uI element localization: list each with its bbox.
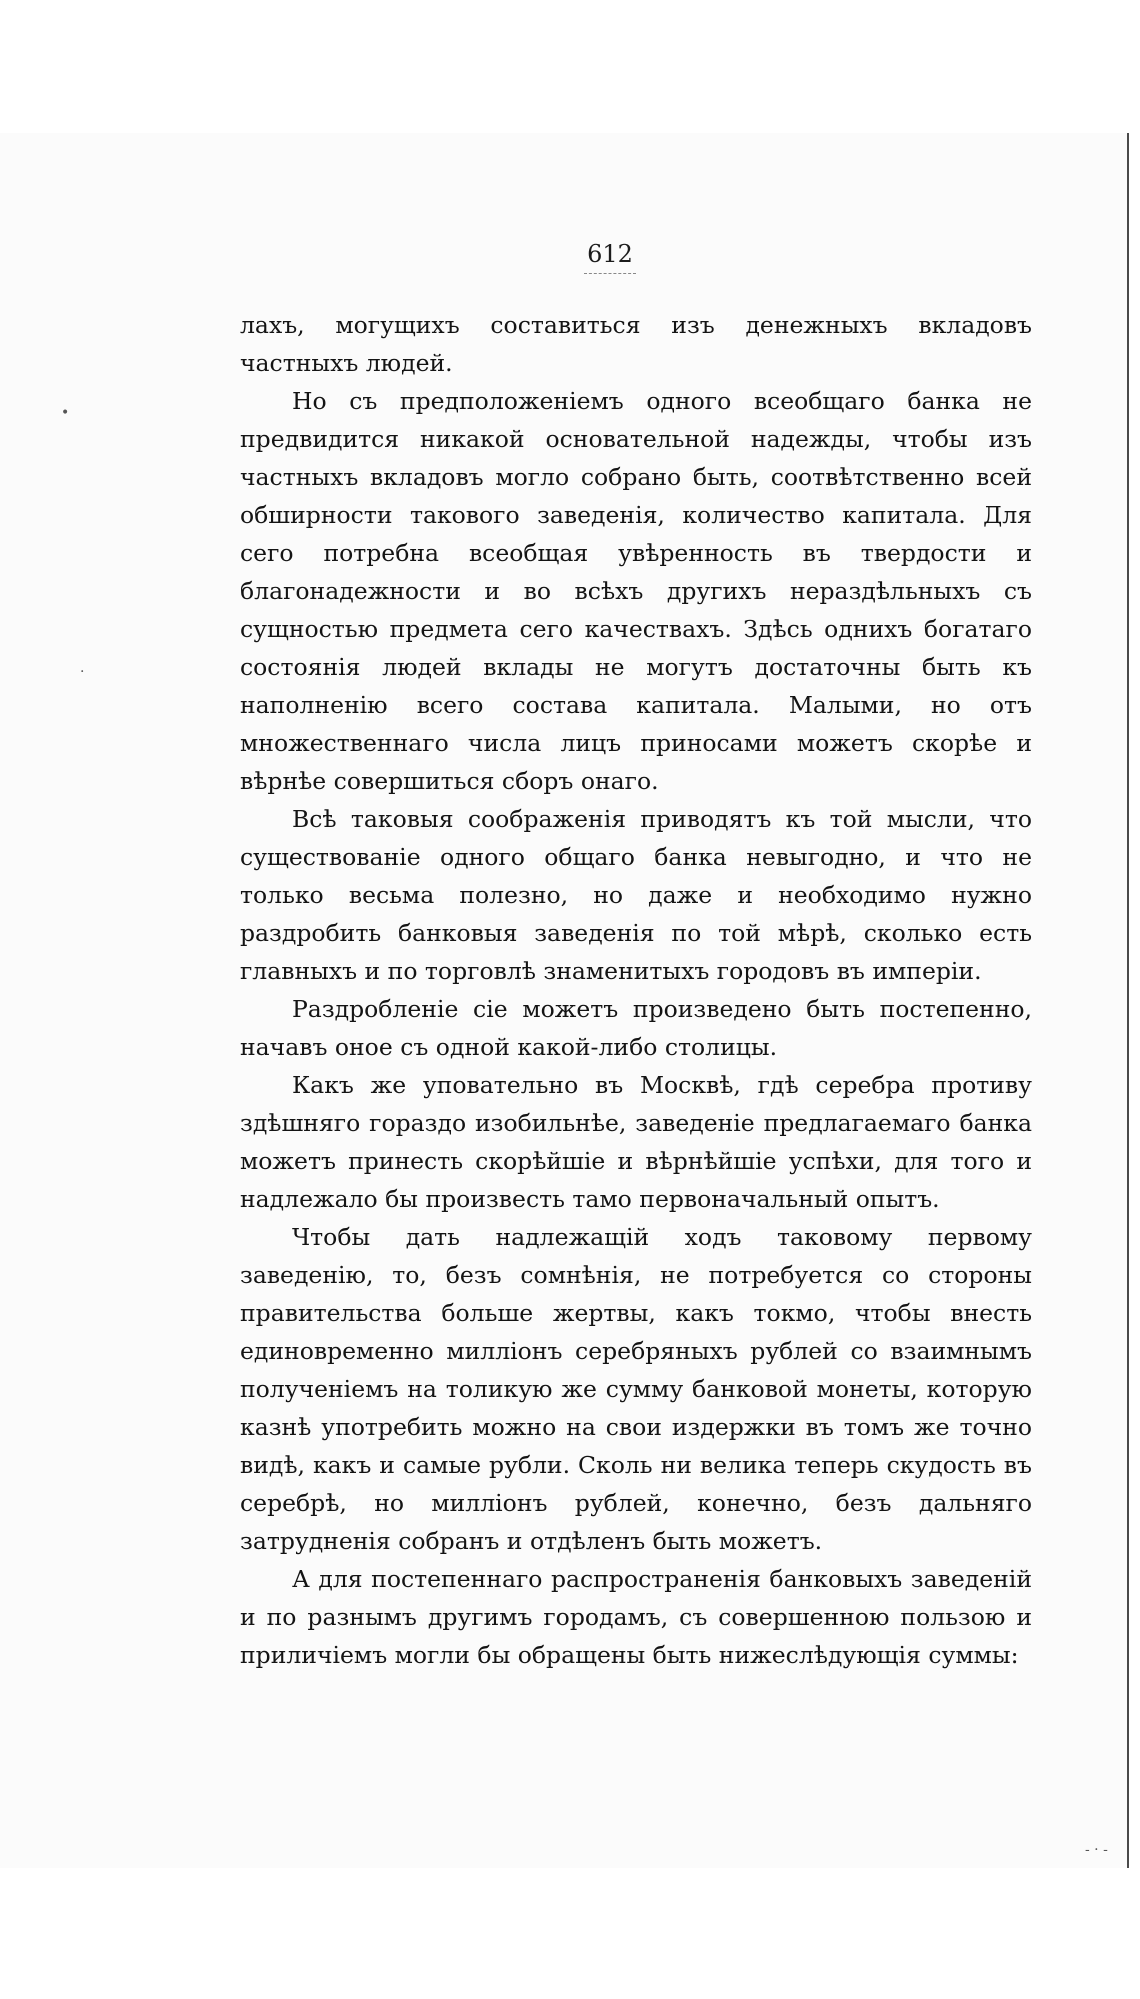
body-text	[240, 306, 1032, 1674]
paragraph: А для постепеннаго распространенiя банковыхъ заведенiй и по разнымъ другимъ городамъ, съ совершенною пользою и приличiемъ могли бы обращены быть нижеслѣдующiя суммы:	[240, 1565, 1032, 1669]
paragraph: лахъ, могущихъ составиться изъ денежныхъ вкладовъ частныхъ людей.	[240, 311, 1032, 377]
paragraph: Какъ же уповательно въ Москвѣ, гдѣ серебра противу здѣшняго гораздо изобильнѣе, заведенiе предлагаемаго банка можетъ принесть скорѣйшiе и вѣрнѣйшiе успѣхи, для того и надлежало бы произвесть тамо первоначальный опытъ.	[240, 1071, 1032, 1213]
paragraph: Но съ предположенiемъ одного всеобщаго банка не предвидится никакой основательной надежды, чтобы изъ частныхъ вкладовъ могло собрано быть, соотвѣтственно всей обширности такового заведенiя, количество капитала. Для сего потребна всеобщая увѣренность въ твердости и благонадежности и во всѣхъ другихъ нераздѣльныхъ съ сущностью предмета сего качествахъ. Здѣсь однихъ богатаго состоянiя людей вклады не могутъ достаточны быть къ наполненiю всего состава капитала. Малыми, но отъ множественнаго числа лицъ приносами можетъ скорѣе и вѣрнѣе совершиться сборъ онаго.	[240, 387, 1032, 795]
page-number: 612	[587, 240, 633, 268]
scan-speck: ·	[80, 664, 85, 680]
scan-edge-rule	[1127, 133, 1129, 1868]
scan-speck: - · -	[1085, 1842, 1108, 1858]
scan-speck: •	[61, 405, 70, 421]
page-number-underline	[584, 273, 636, 274]
paragraph: Чтобы дать надлежащiй ходъ таковому первому заведенiю, то, безъ сомнѣнiя, не потребуется со стороны правительства больше жертвы, какъ токмо, чтобы внесть единовременно миллiонъ серебряныхъ рублей со взаимнымъ полученiемъ на толикую же сумму банковой монеты, которую казнѣ употребить можно на свои издержки въ томъ же точно видѣ, какъ и самые рубли. Сколь ни велика теперь скудость въ серебрѣ, но миллiонъ рублей, конечно, безъ дальняго затрудненiя собранъ и отдѣленъ быть можетъ.	[240, 1223, 1032, 1555]
paragraph: Раздробленiе сiе можетъ произведено быть постепенно, начавъ оное съ одной какой-либо столицы.	[240, 995, 1032, 1061]
paragraph: Всѣ таковыя соображенiя приводятъ къ той мысли, что существованiе одного общаго банка невыгодно, и что не только весьма полезно, но даже и необходимо нужно раздробить банковыя заведенiя по той мѣрѣ, сколько есть главныхъ и по торговлѣ знаменитыхъ городовъ въ имперiи.	[240, 805, 1032, 985]
